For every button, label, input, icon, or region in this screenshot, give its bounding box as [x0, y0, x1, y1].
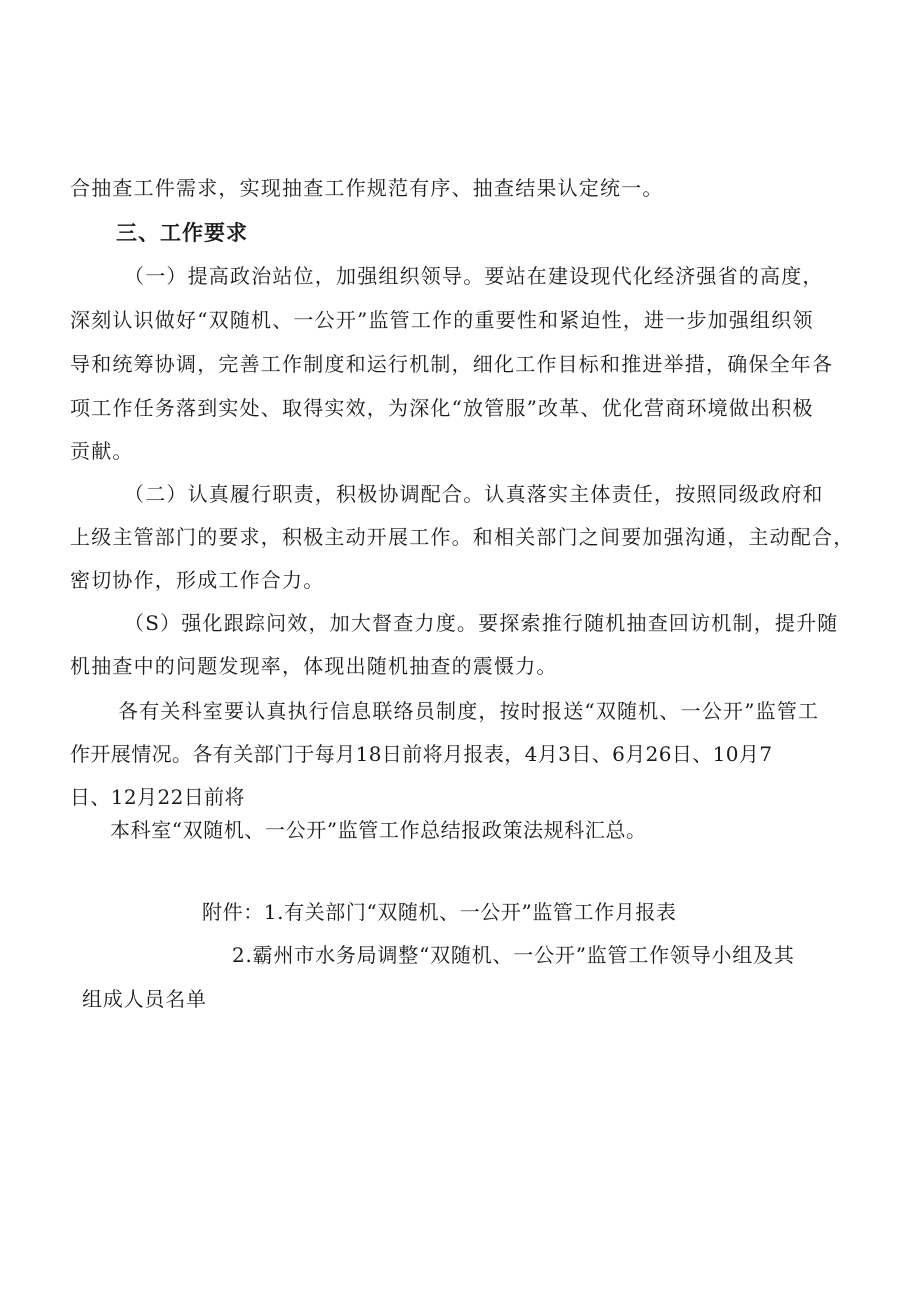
paragraph-line: 机抽查中的问题发现率，体现出随机抽查的震慑力。	[70, 654, 558, 678]
paragraph-line: 合抽查工件需求，实现抽查工作规范有序、抽查结果认定统一。	[70, 176, 664, 200]
paragraph-line: 上级主管部门的要求，积极主动开展工作。和相关部门之间要加强沟通，主动配合，	[70, 525, 855, 549]
paragraph-line: 项工作任务落到实处、取得实效，为深化“放管服”改革、优化营商环境做出积极	[70, 396, 814, 420]
paragraph-line: （S）强化跟踪问效，加大督查力度。要探索推行随机抽查回访机制，提升随	[124, 611, 839, 635]
paragraph-line: 本科室“双随机、一公开”监管工作总结报政策法规科汇总。	[110, 818, 647, 842]
attachment-line: 组成人员名单	[82, 987, 207, 1011]
paragraph-line: （二）认真履行职责，积极协调配合。认真落实主体责任，按照同级政府和	[124, 482, 824, 506]
section-heading: 三、工作要求	[116, 220, 248, 245]
paragraph-line: 作开展情况。各有关部门于每月18日前将月报表，4月3日、6月26日、10月7	[70, 742, 773, 766]
paragraph-line: 贡献。	[70, 439, 134, 463]
paragraph-line: 导和统筹协调，完善工作制度和运行机制，细化工作目标和推进举措，确保全年各	[70, 352, 834, 376]
paragraph-line: 深刻认识做好“双随机、一公开”监管工作的重要性和紧迫性，进一步加强组织领	[70, 308, 814, 332]
attachment-line: 附件：1.有关部门“双随机、一公开”监管工作月报表	[202, 900, 677, 924]
paragraph-line: 日、12月22日前将	[70, 785, 245, 809]
paragraph-line: 密切协作，形成工作合力。	[70, 568, 325, 592]
paragraph-line: 各有关科室要认真执行信息联络员制度，按时报送“双随机、一公开”监管工	[118, 699, 820, 723]
attachment-line: 2.霸州市水务局调整“双随机、一公开”监管工作领导小组及其	[232, 943, 795, 967]
paragraph-line: （一）提高政治站位，加强组织领导。要站在建设现代化经济强省的高度，	[124, 264, 824, 288]
